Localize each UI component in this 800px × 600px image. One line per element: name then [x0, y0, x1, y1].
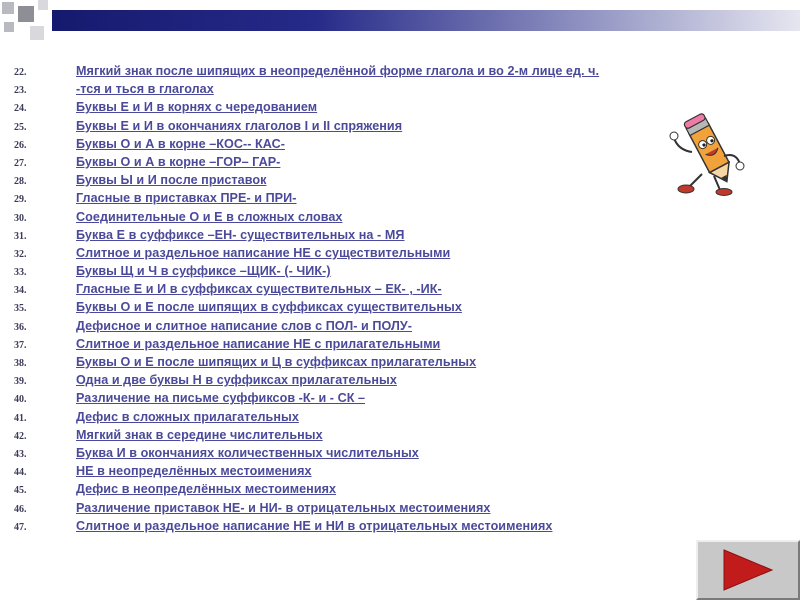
- list-item: [14, 446, 599, 464]
- item-number: 35.: [14, 303, 27, 315]
- pencil-mascot-icon: [662, 112, 758, 196]
- list-item: [14, 501, 599, 519]
- list-item: [14, 464, 599, 482]
- list-item: [14, 300, 599, 318]
- list-item: [14, 246, 599, 264]
- play-arrow-icon: [720, 548, 776, 592]
- topic-link[interactable]: Буквы О и А в корне –ГОР– ГАР-: [76, 154, 281, 169]
- item-number: 44.: [14, 467, 27, 479]
- topic-link[interactable]: Буквы О и Е после шипящих в суффиксах существительных: [76, 300, 462, 315]
- topic-link[interactable]: Дефис в неопределённых местоимениях: [76, 482, 337, 497]
- topic-link[interactable]: Различение приставок НЕ- и НИ- в отрицательных местоимениях: [76, 500, 491, 515]
- list-item: [14, 519, 599, 537]
- item-number: 33.: [14, 267, 27, 279]
- topic-link[interactable]: Мягкий знак в середине числительных: [76, 427, 323, 442]
- list-item: [14, 282, 599, 300]
- topic-link[interactable]: Буквы Е и И в корнях с чередованием: [76, 100, 318, 115]
- next-slide-button[interactable]: [696, 540, 800, 600]
- topic-link[interactable]: Дефис в сложных прилагательных: [76, 409, 299, 424]
- item-number: 26.: [14, 139, 27, 151]
- item-number: 27.: [14, 157, 27, 169]
- list-item: [14, 82, 599, 100]
- topic-link[interactable]: Буквы Щ и Ч в суффиксе –ЩИК- (- ЧИК-): [76, 264, 331, 279]
- topic-link[interactable]: Гласные Е и И в суффиксах существительных – ЕК- , -ИК-: [76, 282, 442, 297]
- list-item: [14, 337, 599, 355]
- topic-link[interactable]: Различение на письме суффиксов -К- и - СК –: [76, 391, 366, 406]
- topic-link[interactable]: Соединительные О и Е в сложных словах: [76, 209, 343, 224]
- list-item: [14, 482, 599, 500]
- item-number: 29.: [14, 194, 27, 206]
- item-number: 39.: [14, 376, 27, 388]
- item-number: 43.: [14, 448, 27, 460]
- list-item: [14, 319, 599, 337]
- topic-link[interactable]: Одна и две буквы Н в суффиксах прилагательных: [76, 373, 397, 388]
- list-item: [14, 373, 599, 391]
- item-number: 32.: [14, 248, 27, 260]
- list-item: [14, 173, 599, 191]
- list-item: [14, 210, 599, 228]
- topic-link[interactable]: Буквы О и А в корне –КОС-- КАС-: [76, 136, 285, 151]
- topic-link[interactable]: Буквы Ы и И после приставок: [76, 173, 267, 188]
- topic-link[interactable]: Мягкий знак после шипящих в неопределённой форме глагола и во 2-м лице ед. ч.: [76, 64, 600, 78]
- topic-link[interactable]: Буквы О и Е после шипящих и Ц в суффиксах прилагательных: [76, 355, 477, 369]
- list-item: [14, 100, 599, 118]
- item-number: 34.: [14, 285, 27, 297]
- list-item: [14, 410, 599, 428]
- topic-link[interactable]: Слитное и раздельное написание НЕ с существительными: [76, 245, 451, 260]
- item-number: 31.: [14, 230, 27, 242]
- topic-link[interactable]: Дефисное и слитное написание слов с ПОЛ- и ПОЛУ-: [76, 318, 413, 333]
- item-number: 23.: [14, 85, 27, 97]
- item-number: 46.: [14, 503, 27, 515]
- list-item: [14, 155, 599, 173]
- item-number: 22.: [14, 67, 27, 78]
- item-number: 42.: [14, 430, 27, 442]
- list-item: [14, 428, 599, 446]
- item-number: 45.: [14, 485, 27, 497]
- item-number: 41.: [14, 412, 27, 424]
- list-item: [14, 228, 599, 246]
- topic-link[interactable]: Буквы Е и И в окончаниях глаголов I и II спряжения: [76, 118, 403, 133]
- item-number: 30.: [14, 212, 27, 224]
- item-number: 28.: [14, 176, 27, 188]
- topic-list: [14, 64, 599, 537]
- item-number: 38.: [14, 358, 27, 369]
- topic-link[interactable]: Гласные в приставках ПРЕ- и ПРИ-: [76, 191, 297, 206]
- item-number: 47.: [14, 521, 27, 533]
- list-item: [14, 355, 599, 373]
- list-item: [14, 64, 599, 82]
- item-number: 24.: [14, 103, 27, 115]
- list-item: [14, 391, 599, 409]
- topic-link[interactable]: Буква И в окончаниях количественных числительных: [76, 445, 419, 460]
- header-bar: [52, 10, 800, 31]
- topic-link[interactable]: Слитное и раздельное написание НЕ и НИ в отрицательных местоимениях: [76, 518, 553, 533]
- list-item: [14, 137, 599, 155]
- list-item: [14, 191, 599, 209]
- item-number: 25.: [14, 121, 27, 133]
- topic-link[interactable]: Слитное и раздельное написание НЕ с прилагательными: [76, 336, 441, 351]
- item-number: 36.: [14, 321, 27, 333]
- list-item: [14, 119, 599, 137]
- topic-link[interactable]: Буква Е в суффиксе –ЕН- существительных на - МЯ: [76, 227, 405, 242]
- topic-link[interactable]: НЕ в неопределённых местоимениях: [76, 464, 312, 479]
- list-item: [14, 264, 599, 282]
- item-number: 40.: [14, 394, 27, 406]
- decorative-squares: [0, 0, 60, 50]
- item-number: 37.: [14, 339, 27, 351]
- topic-link[interactable]: -тся и ться в глаголах: [76, 82, 214, 97]
